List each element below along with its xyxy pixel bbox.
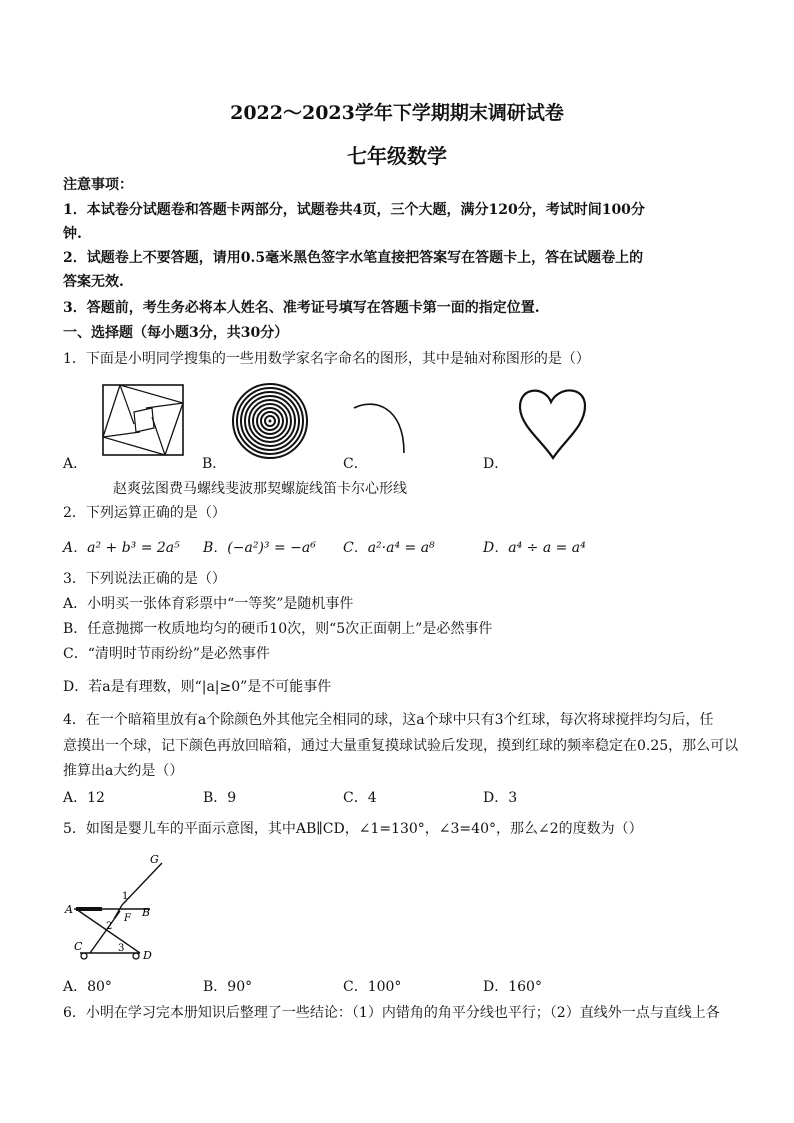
exam-subtitle: 七年级数学 — [347, 144, 447, 168]
label-1: 1 — [122, 891, 129, 902]
q4-line-3: 推算出a大约是（） — [63, 763, 184, 779]
label-b: B — [142, 906, 151, 919]
stroller-diagram — [62, 855, 172, 965]
note-3: 3．答题前，考生务必将本人姓名、准考证号填写在答题卡第一面的指定位置. — [63, 300, 540, 316]
q3-option-a: A．小明买一张体育彩票中“一等奖”是随机事件 — [63, 596, 354, 612]
q4-option-c: C．4 — [343, 790, 377, 806]
q3-option-c: C．“清明时节雨纷纷”是必然事件 — [63, 646, 271, 662]
exam-title: 2022～2023学年下学期期末调研试卷 — [230, 102, 564, 124]
fibonacci-spiral — [352, 398, 412, 458]
q2-option-a: A．a² + b³ = 2a⁵ — [63, 540, 180, 556]
notes-heading: 注意事项： — [63, 177, 133, 193]
q1-label-d: D． — [483, 456, 509, 472]
q3-option-d: D．若a是有理数，则“|a|≥0”是不可能事件 — [63, 679, 332, 695]
q5-option-a: A．80° — [63, 979, 112, 995]
q5-option-b: B．90° — [203, 979, 253, 995]
q2-option-b: B．(−a²)³ = −a⁶ — [203, 540, 316, 556]
q4-option-a: A．12 — [63, 790, 105, 806]
note-1-line-2: 钟. — [63, 226, 82, 242]
q4-line-1: 4．在一个暗箱里放有a个除颜色外其他完全相同的球，这a个球中只有3个红球，每次将球搅拌均匀后，任 — [63, 712, 714, 728]
q1-label-a: A． — [63, 456, 88, 472]
zhao-shuang-diagram — [102, 384, 184, 456]
q5-stem: 5．如图是婴儿车的平面示意图，其中AB∥CD，∠1=130°，∠3=40°，那么∠2的度数为（） — [63, 821, 643, 837]
cardioid-heart — [515, 384, 587, 460]
q4-option-d: D．3 — [483, 790, 518, 806]
q3-option-b: B．任意抛掷一枚质地均匀的硬币10次，则“5次正面朝上”是必然事件 — [63, 621, 493, 637]
fermat-spiral — [232, 383, 308, 459]
q2-option-d: D．a⁴ ÷ a = a⁴ — [483, 540, 586, 556]
note-2-line-2: 答案无效. — [63, 274, 124, 290]
section-1-heading: 一、选择题（每小题3分，共30分） — [63, 325, 289, 341]
q3-stem: 3．下列说法正确的是（） — [63, 571, 226, 587]
q1-stem: 1．下面是小明同学搜集的一些用数学家名字命名的图形，其中是轴对称图形的是（） — [63, 351, 590, 367]
label-c: C — [74, 940, 83, 953]
label-3: 3 — [118, 943, 125, 954]
label-f: F — [124, 913, 131, 924]
q1-label-c: C． — [343, 456, 368, 472]
q2-option-c: C．a²·a⁴ = a⁸ — [343, 540, 435, 556]
q1-caption: 赵爽弦图费马螺线斐波那契螺旋线笛卡尔心形线 — [113, 481, 407, 497]
q4-option-b: B．9 — [203, 790, 237, 806]
q1-label-b: B． — [202, 456, 227, 472]
label-d: D — [143, 949, 152, 962]
q5-option-c: C．100° — [343, 979, 402, 995]
note-2-line-1: 2．试题卷上不要答题，请用0.5毫米黑色签字水笔直接把答案写在答题卡上，答在试题卷上的 — [63, 250, 644, 266]
q5-option-d: D．160° — [483, 979, 542, 995]
label-2: 2 — [106, 921, 113, 932]
q4-line-2: 意摸出一个球，记下颜色再放回暗箱，通过大量重复摸球试验后发现，摸到红球的频率稳定在0.25，那么可以 — [63, 738, 739, 754]
q2-stem: 2．下列运算正确的是（） — [63, 505, 226, 521]
label-a: A — [65, 903, 73, 916]
q6-line-1: 6．小明在学习完本册知识后整理了一些结论：（1）内错角的角平分线也平行；（2）直线外一点与直线上各 — [63, 1005, 720, 1021]
label-g: G — [150, 853, 159, 866]
note-1-line-1: 1．本试卷分试题卷和答题卡两部分，试题卷共4页，三个大题，满分120分，考试时间100分 — [63, 202, 645, 218]
